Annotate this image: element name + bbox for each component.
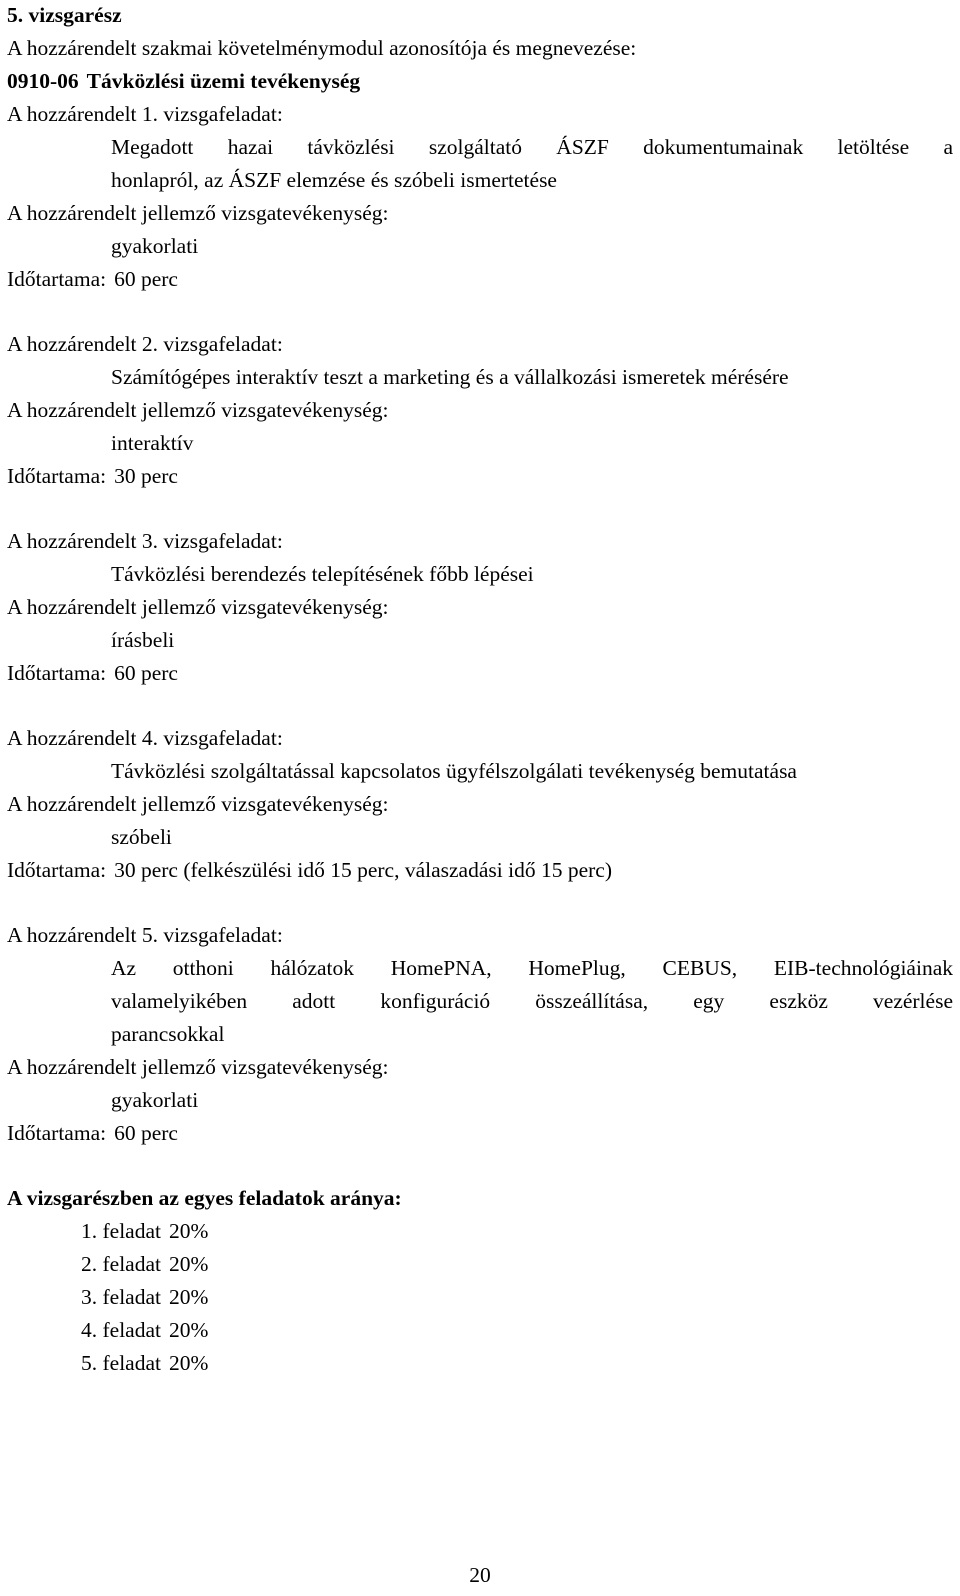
- ratio-item-value: 20%: [169, 1219, 209, 1243]
- task-3-activity-value: írásbeli: [111, 628, 175, 652]
- task-5-description-line-3: parancsokkal: [111, 1022, 225, 1046]
- ratio-item: [81, 1251, 208, 1277]
- task-2-description-line-1: Számítógépes interaktív teszt a marketing és a vállalkozási ismeretek mérésére: [111, 365, 789, 389]
- task-4-description-line-1: Távközlési szolgáltatással kapcsolatos ügyfélszolgálati tevékenység bemutatása: [111, 759, 797, 783]
- task-3-duration: [7, 660, 178, 686]
- section-title: 5. vizsgarész: [7, 3, 122, 27]
- ratio-item-label: 1. feladat: [81, 1219, 161, 1243]
- task-1-description-line-2: honlapról, az ÁSZF elemzése és szóbeli ismertetése: [111, 168, 557, 192]
- ratio-item-label: 5. feladat: [81, 1351, 161, 1375]
- duration-value: 60 perc: [114, 1121, 178, 1145]
- task-1-heading: A hozzárendelt 1. vizsgafeladat:: [7, 102, 283, 126]
- ratio-item-value: 20%: [169, 1252, 209, 1276]
- task-4-activity-label: A hozzárendelt jellemző vizsgatevékenység:: [7, 792, 389, 816]
- ratio-item-value: 20%: [169, 1318, 209, 1342]
- duration-label: Időtartama:: [7, 661, 107, 685]
- task-5-duration: [7, 1120, 178, 1146]
- module-name: Távközlési üzemi tevékenység: [86, 69, 361, 93]
- duration-value: 60 perc: [114, 267, 178, 291]
- duration-value: 30 perc (felkészülési idő 15 perc, válaszadási idő 15 perc): [114, 858, 612, 882]
- module-code: 0910-06: [7, 69, 79, 93]
- task-4-activity-value: szóbeli: [111, 825, 172, 849]
- duration-label: Időtartama:: [7, 1121, 107, 1145]
- ratio-item-value: 20%: [169, 1351, 209, 1375]
- task-1-activity-value: gyakorlati: [111, 234, 199, 258]
- task-5-heading: A hozzárendelt 5. vizsgafeladat:: [7, 923, 283, 947]
- ratio-item-label: 3. feladat: [81, 1285, 161, 1309]
- ratio-item: [81, 1317, 208, 1343]
- task-2-activity-value: interaktív: [111, 431, 194, 455]
- task-3-activity-label: A hozzárendelt jellemző vizsgatevékenység:: [7, 595, 389, 619]
- duration-value: 30 perc: [114, 464, 178, 488]
- task-5-activity-label: A hozzárendelt jellemző vizsgatevékenység:: [7, 1055, 389, 1079]
- task-1-activity-label: A hozzárendelt jellemző vizsgatevékenység:: [7, 201, 389, 225]
- task-2-activity-label: A hozzárendelt jellemző vizsgatevékenység:: [7, 398, 389, 422]
- task-5-description-line-2: valamelyikében adott konfiguráció összeállítása, egy eszköz vezérlése: [111, 989, 953, 1013]
- ratio-item-label: 2. feladat: [81, 1252, 161, 1276]
- task-2-duration: [7, 463, 178, 489]
- ratio-title: A vizsgarészben az egyes feladatok aránya:: [7, 1186, 402, 1210]
- ratio-item: [81, 1350, 208, 1376]
- duration-value: 60 perc: [114, 661, 178, 685]
- module-heading: [7, 68, 360, 94]
- task-1-duration: [7, 266, 178, 292]
- duration-label: Időtartama:: [7, 267, 107, 291]
- task-5-activity-value: gyakorlati: [111, 1088, 199, 1112]
- task-3-heading: A hozzárendelt 3. vizsgafeladat:: [7, 529, 283, 553]
- module-label: A hozzárendelt szakmai követelménymodul azonosítója és megnevezése:: [7, 36, 637, 60]
- task-4-heading: A hozzárendelt 4. vizsgafeladat:: [7, 726, 283, 750]
- task-5-description-line-1: Az otthoni hálózatok HomePNA, HomePlug, CEBUS, EIB-technológiáinak: [111, 956, 953, 980]
- ratio-item: [81, 1218, 208, 1244]
- duration-label: Időtartama:: [7, 858, 107, 882]
- task-2-heading: A hozzárendelt 2. vizsgafeladat:: [7, 332, 283, 356]
- duration-label: Időtartama:: [7, 464, 107, 488]
- ratio-item-label: 4. feladat: [81, 1318, 161, 1342]
- page-number: 20: [469, 1563, 491, 1587]
- task-1-description-line-1: Megadott hazai távközlési szolgáltató ÁSZF dokumentumainak letöltése a: [111, 135, 953, 159]
- ratio-item-value: 20%: [169, 1285, 209, 1309]
- task-3-description-line-1: Távközlési berendezés telepítésének főbb lépései: [111, 562, 534, 586]
- task-4-duration: [7, 857, 612, 883]
- ratio-item: [81, 1284, 208, 1310]
